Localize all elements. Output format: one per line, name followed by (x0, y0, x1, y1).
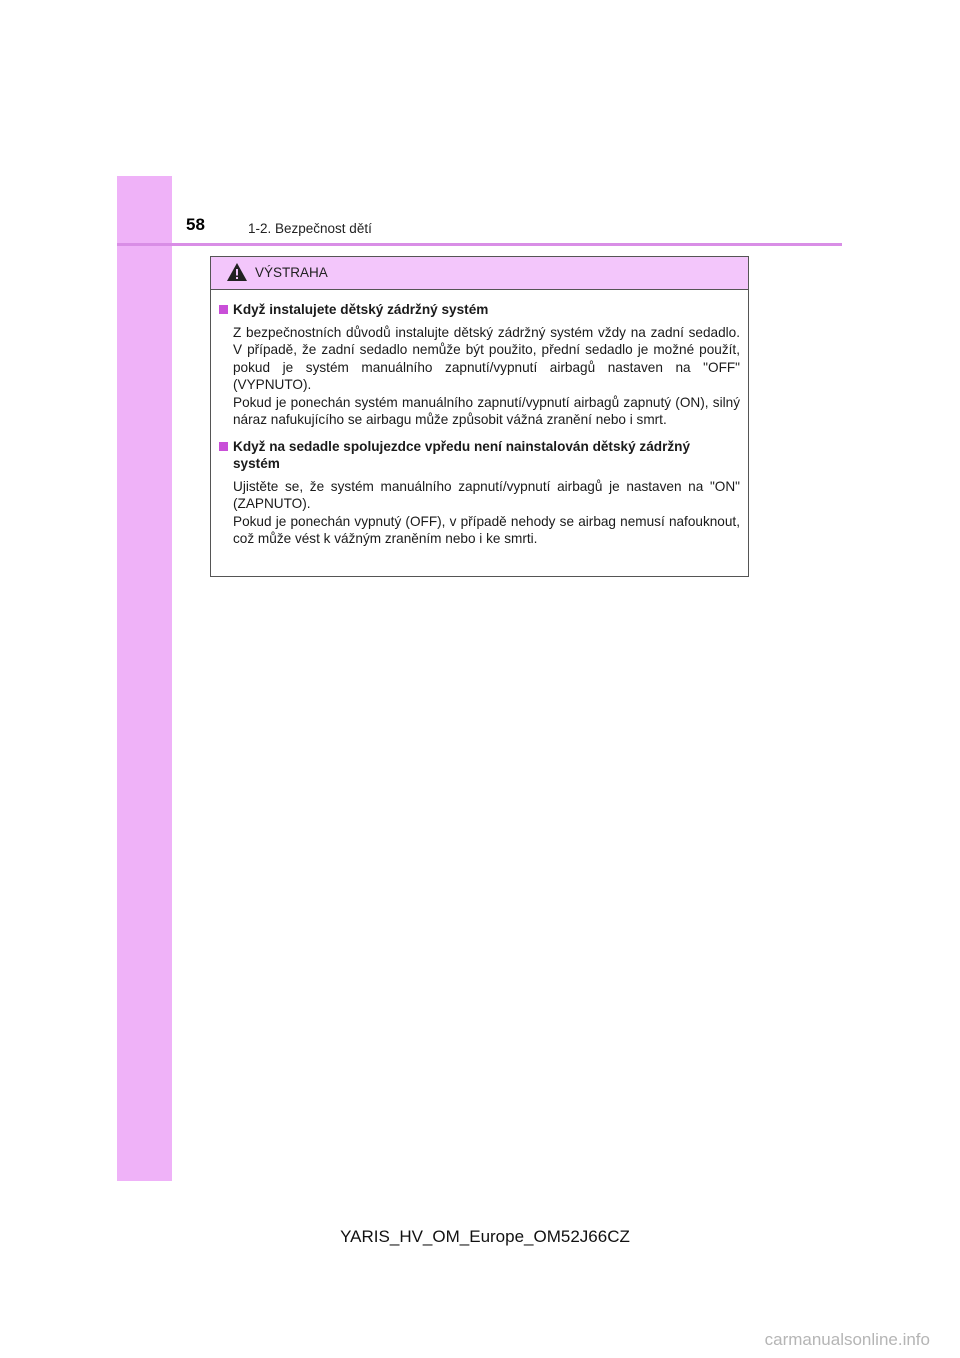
item-heading (219, 438, 740, 473)
warning-title: VÝSTRAHA (255, 265, 328, 280)
warning-box (210, 256, 749, 577)
warning-item-no-child-seat (219, 438, 740, 548)
section-title: 1-2. Bezpečnost dětí (248, 221, 372, 236)
square-bullet-icon (219, 305, 228, 314)
square-bullet-icon (219, 442, 228, 451)
header-rule (117, 243, 842, 246)
item-paragraph: Ujistěte se, že systém manuálního zapnutí/vypnutí airbagů je nastaven na "ON" (ZAPNUTO). (233, 478, 740, 511)
watermark: carmanualsonline.info (764, 1330, 930, 1349)
item-paragraph: Pokud je ponechán systém manuálního zapnutí/vypnutí airbagů zapnutý (ON), silný náraz nafukujícího se airbagu může způsobit vážná zranění nebo i smrt. (233, 394, 740, 427)
warning-header (211, 257, 748, 290)
warning-item-install (219, 301, 740, 429)
page-number: 58 (186, 215, 205, 234)
item-paragraph: Z bezpečnostních důvodů instalujte dětský zádržný systém vždy na zadní sedadlo. V případě, že zadní sedadlo nemůže být použito, přední sedadlo je možné použít, pokud je systém manuálního zapnutí/vypnutí airbagů nastaven na "OFF" (VYPNUTO). (233, 324, 740, 392)
warning-body (211, 290, 748, 548)
warning-triangle-icon (226, 262, 248, 282)
document-code: YARIS_HV_OM_Europe_OM52J66CZ (340, 1227, 630, 1246)
item-heading (219, 301, 740, 319)
chapter-side-tab (117, 176, 172, 1181)
item-paragraph: Pokud je ponechán vypnutý (OFF), v případě nehody se airbag nemusí nafouknout, což může vést k vážným zraněním nebo i ke smrti. (233, 513, 740, 546)
item-heading-text: Když na sedadle spolujezdce vpředu není nainstalován dětský zádržný systém (233, 438, 691, 471)
item-heading-text: Když instalujete dětský zádržný systém (233, 302, 489, 317)
